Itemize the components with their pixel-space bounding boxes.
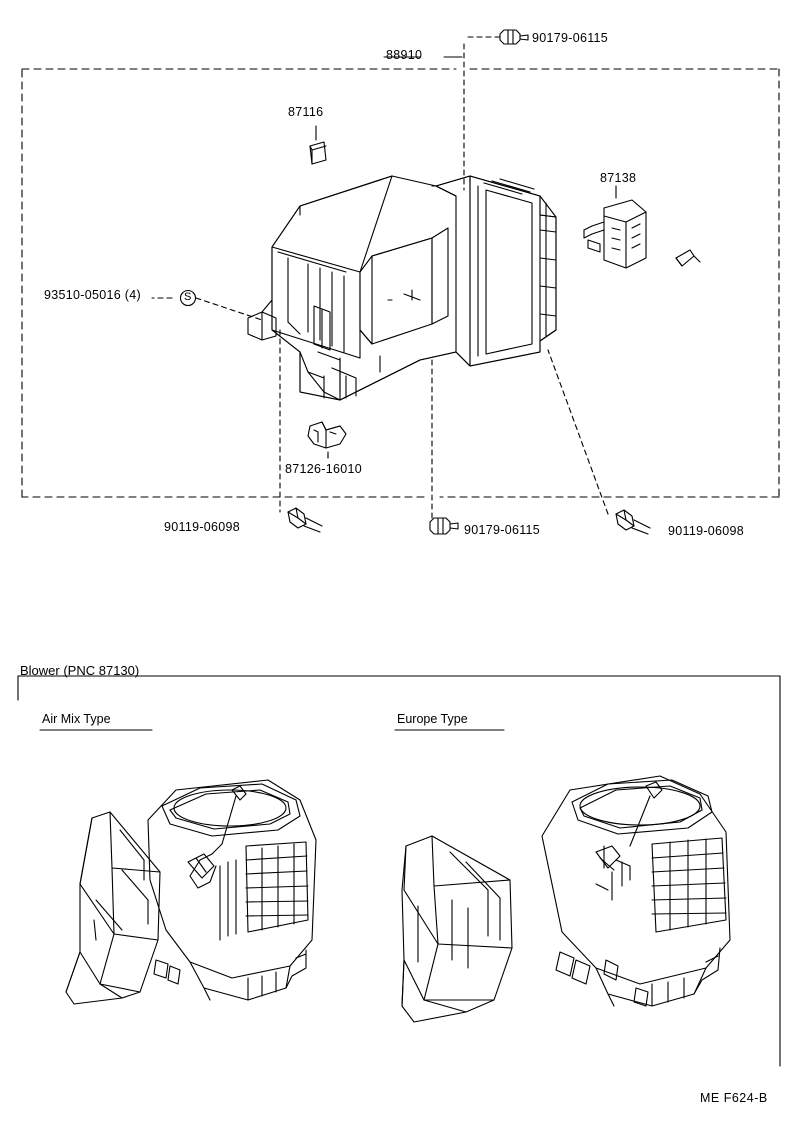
label-87126-16010: 87126-16010 xyxy=(285,462,362,476)
part-87116-shape xyxy=(310,142,326,164)
variant-title-air-mix: Air Mix Type xyxy=(42,712,111,726)
part-87138-shape xyxy=(584,200,646,268)
bolt-90119-06098-left xyxy=(288,508,322,532)
assembly-boundary-88910 xyxy=(22,69,779,497)
label-93510-05016: 93510-05016 (4) xyxy=(44,288,141,302)
label-90179-06115-bottom: 90179-06115 xyxy=(464,523,541,537)
label-87138: 87138 xyxy=(600,171,637,185)
leader-93510-05016 xyxy=(152,298,262,320)
label-90119-06098-right: 90119-06098 xyxy=(668,524,745,538)
variant-title-europe: Europe Type xyxy=(397,712,468,726)
label-87116: 87116 xyxy=(288,105,324,119)
heater-unit-body xyxy=(248,176,700,400)
label-90119-06098-left: 90119-06098 xyxy=(164,520,241,534)
blower-air-mix-drawing xyxy=(66,780,316,1004)
bolt-90119-06098-right xyxy=(616,510,650,534)
leader-bolt-right xyxy=(548,350,608,514)
label-90179-06115-top: 90179-06115 xyxy=(532,31,609,45)
drawing-code: ME F624-B xyxy=(700,1091,768,1105)
part-87126-16010-shape xyxy=(308,422,346,448)
section-title-blower: Blower (PNC 87130) xyxy=(20,663,140,678)
blower-europe-drawing xyxy=(402,776,730,1022)
washer-symbol-letter: S xyxy=(184,291,192,303)
bolt-90179-06115-bottom xyxy=(430,518,458,534)
label-88910: 88910 xyxy=(386,48,423,62)
bolt-90179-06115-top xyxy=(500,30,528,44)
